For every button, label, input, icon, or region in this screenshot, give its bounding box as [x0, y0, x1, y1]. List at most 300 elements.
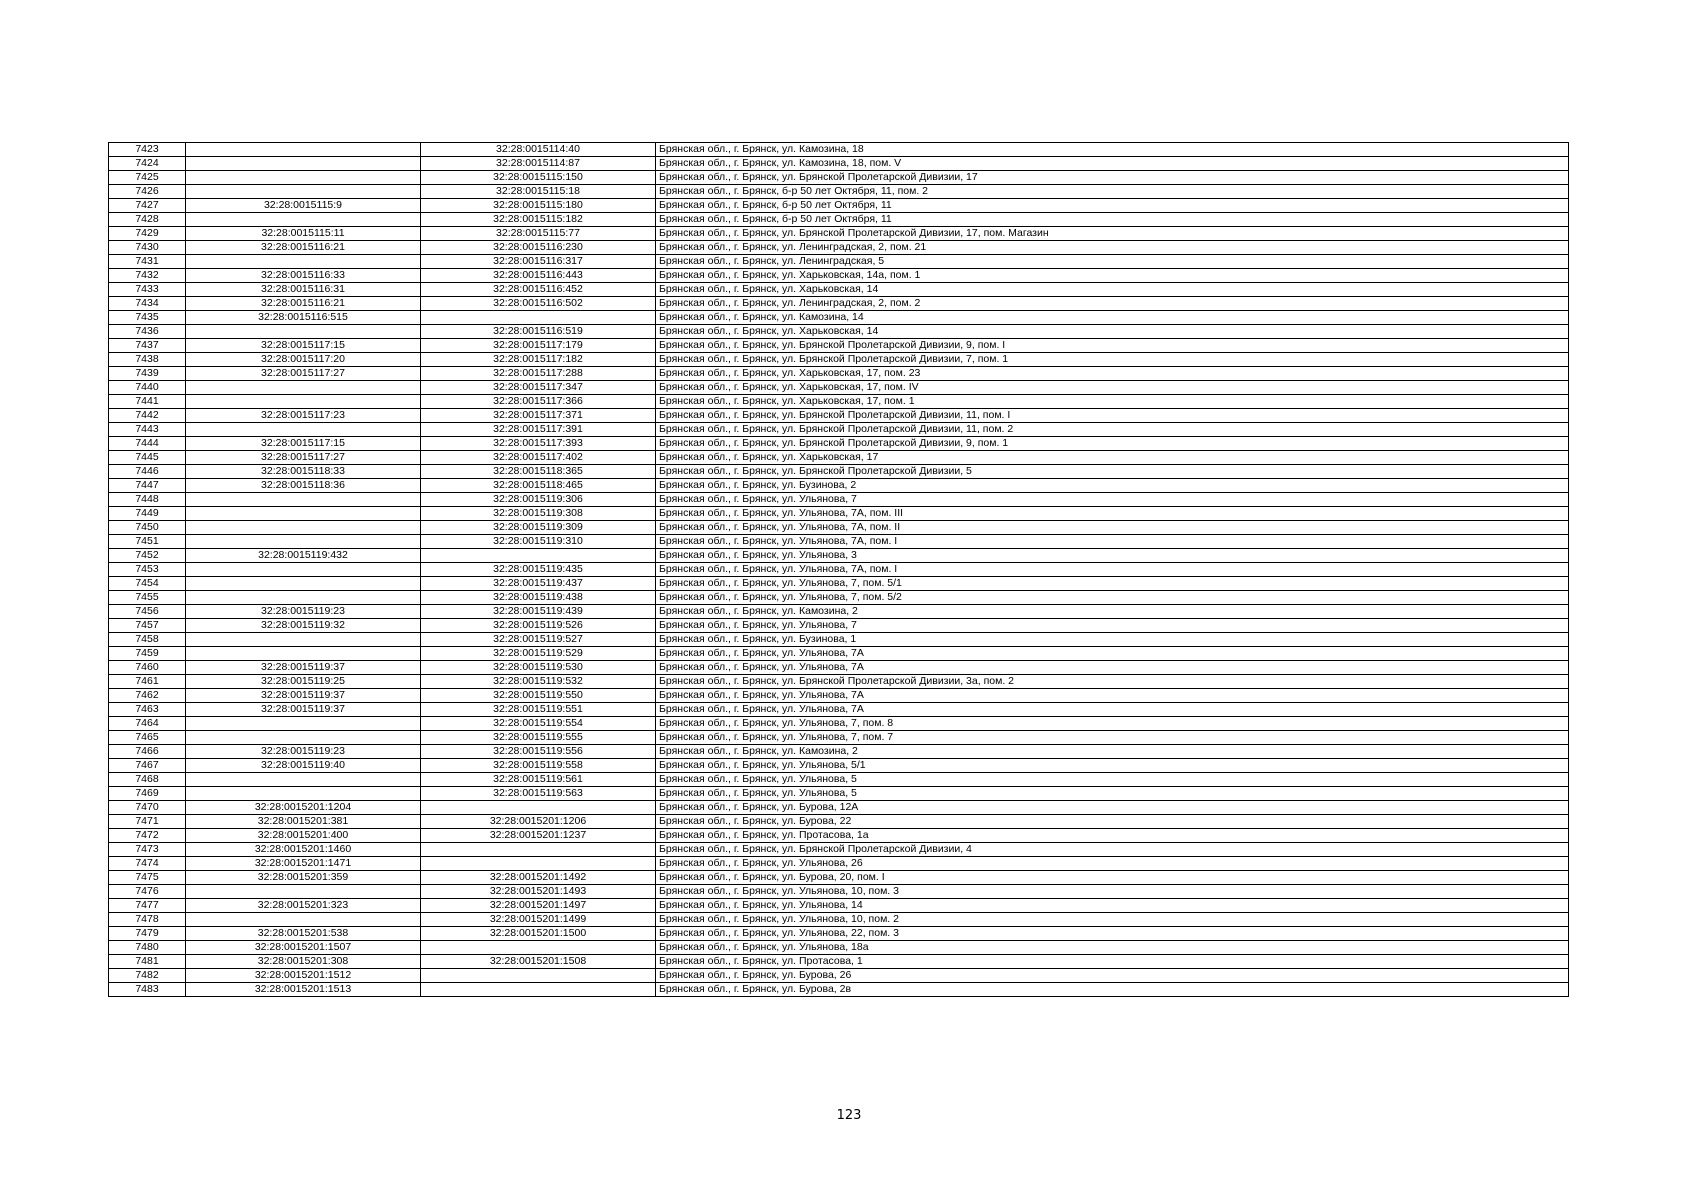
row-number-cell: 7471	[109, 815, 186, 829]
object-number-cell	[421, 801, 656, 815]
parcel-number-cell: 32:28:0015119:37	[186, 703, 421, 717]
object-number-cell: 32:28:0015119:529	[421, 647, 656, 661]
row-number-cell: 7455	[109, 591, 186, 605]
table-row	[109, 745, 1569, 759]
parcel-number-cell: 32:28:0015117:15	[186, 437, 421, 451]
object-number-cell: 32:28:0015119:435	[421, 563, 656, 577]
table-row	[109, 339, 1569, 353]
object-number-cell: 32:28:0015116:452	[421, 283, 656, 297]
table-row	[109, 437, 1569, 451]
row-number-cell: 7444	[109, 437, 186, 451]
row-number-cell: 7479	[109, 927, 186, 941]
row-number-cell: 7426	[109, 185, 186, 199]
row-number-cell: 7451	[109, 535, 186, 549]
table-row	[109, 283, 1569, 297]
object-number-cell: 32:28:0015119:556	[421, 745, 656, 759]
table-row	[109, 297, 1569, 311]
parcel-number-cell: 32:28:0015118:36	[186, 479, 421, 493]
table-row	[109, 577, 1569, 591]
row-number-cell: 7465	[109, 731, 186, 745]
parcel-number-cell	[186, 185, 421, 199]
address-cell: Брянская обл., г. Брянск, ул. Протасова, 1	[656, 955, 1569, 969]
address-cell: Брянская обл., г. Брянск, ул. Ульянова, 14	[656, 899, 1569, 913]
table-row	[109, 801, 1569, 815]
row-number-cell: 7473	[109, 843, 186, 857]
row-number-cell: 7437	[109, 339, 186, 353]
address-cell: Брянская обл., г. Брянск, ул. Ленинградская, 5	[656, 255, 1569, 269]
parcel-number-cell	[186, 633, 421, 647]
address-cell: Брянская обл., г. Брянск, ул. Харьковская, 17, пом. IV	[656, 381, 1569, 395]
row-number-cell: 7466	[109, 745, 186, 759]
row-number-cell: 7464	[109, 717, 186, 731]
row-number-cell: 7424	[109, 157, 186, 171]
address-cell: Брянская обл., г. Брянск, ул. Ульянова, 7А	[656, 703, 1569, 717]
parcel-number-cell: 32:28:0015201:1471	[186, 857, 421, 871]
table-row	[109, 353, 1569, 367]
object-number-cell: 32:28:0015119:438	[421, 591, 656, 605]
address-cell: Брянская обл., г. Брянск, ул. Харьковская, 17	[656, 451, 1569, 465]
table-row	[109, 955, 1569, 969]
row-number-cell: 7432	[109, 269, 186, 283]
object-number-cell: 32:28:0015117:391	[421, 423, 656, 437]
parcel-number-cell: 32:28:0015119:23	[186, 605, 421, 619]
table-row	[109, 171, 1569, 185]
address-cell: Брянская обл., г. Брянск, ул. Ульянова, 5/1	[656, 759, 1569, 773]
address-cell: Брянская обл., г. Брянск, ул. Ульянова, 7А, пом. II	[656, 521, 1569, 535]
table-row	[109, 451, 1569, 465]
object-number-cell: 32:28:0015118:365	[421, 465, 656, 479]
table-row	[109, 423, 1569, 437]
table-row	[109, 241, 1569, 255]
object-number-cell: 32:28:0015201:1499	[421, 913, 656, 927]
object-number-cell: 32:28:0015119:561	[421, 773, 656, 787]
row-number-cell: 7480	[109, 941, 186, 955]
address-cell: Брянская обл., г. Брянск, ул. Ульянова, 10, пом. 2	[656, 913, 1569, 927]
table-row	[109, 367, 1569, 381]
address-cell: Брянская обл., г. Брянск, ул. Бурова, 26	[656, 969, 1569, 983]
object-number-cell: 32:28:0015116:519	[421, 325, 656, 339]
address-cell: Брянская обл., г. Брянск, ул. Камозина, 18	[656, 143, 1569, 157]
parcel-number-cell: 32:28:0015117:27	[186, 367, 421, 381]
table-row	[109, 633, 1569, 647]
object-number-cell	[421, 549, 656, 563]
page-number: 123	[836, 1108, 862, 1123]
address-cell: Брянская обл., г. Брянск, ул. Бурова, 12А	[656, 801, 1569, 815]
address-cell: Брянская обл., г. Брянск, ул. Ульянова, 7, пом. 8	[656, 717, 1569, 731]
table-row	[109, 157, 1569, 171]
object-number-cell: 32:28:0015117:182	[421, 353, 656, 367]
address-cell: Брянская обл., г. Брянск, ул. Камозина, 2	[656, 605, 1569, 619]
address-cell: Брянская обл., г. Брянск, ул. Ульянова, 7	[656, 619, 1569, 633]
address-cell: Брянская обл., г. Брянск, ул. Ульянова, 7А	[656, 647, 1569, 661]
row-number-cell: 7457	[109, 619, 186, 633]
address-cell: Брянская обл., г. Брянск, ул. Ульянова, 5	[656, 787, 1569, 801]
table-row	[109, 675, 1569, 689]
table-row	[109, 689, 1569, 703]
table-row	[109, 941, 1569, 955]
row-number-cell: 7436	[109, 325, 186, 339]
row-number-cell: 7467	[109, 759, 186, 773]
object-number-cell: 32:28:0015201:1493	[421, 885, 656, 899]
object-number-cell: 32:28:0015119:308	[421, 507, 656, 521]
row-number-cell: 7446	[109, 465, 186, 479]
parcel-number-cell: 32:28:0015119:32	[186, 619, 421, 633]
address-cell: Брянская обл., г. Брянск, б-р 50 лет Октября, 11	[656, 213, 1569, 227]
table-row	[109, 815, 1569, 829]
table-row	[109, 213, 1569, 227]
object-number-cell: 32:28:0015117:288	[421, 367, 656, 381]
parcel-number-cell: 32:28:0015117:15	[186, 339, 421, 353]
object-number-cell	[421, 983, 656, 997]
row-number-cell: 7433	[109, 283, 186, 297]
parcel-number-cell: 32:28:0015201:323	[186, 899, 421, 913]
table-row	[109, 185, 1569, 199]
table-row	[109, 885, 1569, 899]
parcel-number-cell	[186, 773, 421, 787]
parcel-number-cell	[186, 157, 421, 171]
address-cell: Брянская обл., г. Брянск, ул. Камозина, 2	[656, 745, 1569, 759]
table-row	[109, 843, 1569, 857]
object-number-cell: 32:28:0015117:371	[421, 409, 656, 423]
table-row	[109, 661, 1569, 675]
object-number-cell: 32:28:0015116:502	[421, 297, 656, 311]
object-number-cell: 32:28:0015115:77	[421, 227, 656, 241]
address-cell: Брянская обл., г. Брянск, ул. Брянской Пролетарской Дивизии, 11, пом. I	[656, 409, 1569, 423]
table-row	[109, 549, 1569, 563]
address-cell: Брянская обл., г. Брянск, ул. Харьковская, 14	[656, 283, 1569, 297]
row-number-cell: 7448	[109, 493, 186, 507]
row-number-cell: 7468	[109, 773, 186, 787]
parcel-number-cell: 32:28:0015201:400	[186, 829, 421, 843]
object-number-cell	[421, 311, 656, 325]
parcel-number-cell	[186, 395, 421, 409]
parcel-number-cell: 32:28:0015201:1507	[186, 941, 421, 955]
row-number-cell: 7428	[109, 213, 186, 227]
object-number-cell: 32:28:0015119:310	[421, 535, 656, 549]
row-number-cell: 7447	[109, 479, 186, 493]
object-number-cell: 32:28:0015201:1500	[421, 927, 656, 941]
parcel-number-cell: 32:28:0015116:33	[186, 269, 421, 283]
address-cell: Брянская обл., г. Брянск, ул. Ульянова, 7, пом. 7	[656, 731, 1569, 745]
row-number-cell: 7450	[109, 521, 186, 535]
table-row	[109, 535, 1569, 549]
address-cell: Брянская обл., г. Брянск, ул. Бузинова, 1	[656, 633, 1569, 647]
table-row	[109, 969, 1569, 983]
row-number-cell: 7442	[109, 409, 186, 423]
object-number-cell: 32:28:0015119:439	[421, 605, 656, 619]
registry-table	[108, 142, 1569, 997]
row-number-cell: 7472	[109, 829, 186, 843]
table-row	[109, 759, 1569, 773]
address-cell: Брянская обл., г. Брянск, ул. Ульянова, 7А	[656, 689, 1569, 703]
parcel-number-cell: 32:28:0015201:1204	[186, 801, 421, 815]
parcel-number-cell: 32:28:0015119:37	[186, 689, 421, 703]
object-number-cell: 32:28:0015119:554	[421, 717, 656, 731]
object-number-cell: 32:28:0015119:563	[421, 787, 656, 801]
table-row	[109, 507, 1569, 521]
object-number-cell: 32:28:0015119:527	[421, 633, 656, 647]
parcel-number-cell: 32:28:0015201:1513	[186, 983, 421, 997]
address-cell: Брянская обл., г. Брянск, ул. Брянской Пролетарской Дивизии, 9, пом. I	[656, 339, 1569, 353]
address-cell: Брянская обл., г. Брянск, ул. Протасова, 1а	[656, 829, 1569, 843]
object-number-cell: 32:28:0015119:532	[421, 675, 656, 689]
table-row	[109, 829, 1569, 843]
object-number-cell: 32:28:0015114:87	[421, 157, 656, 171]
address-cell: Брянская обл., г. Брянск, ул. Харьковская, 17, пом. 1	[656, 395, 1569, 409]
parcel-number-cell: 32:28:0015117:23	[186, 409, 421, 423]
table-row	[109, 717, 1569, 731]
address-cell: Брянская обл., г. Брянск, ул. Бурова, 22	[656, 815, 1569, 829]
object-number-cell: 32:28:0015117:347	[421, 381, 656, 395]
object-number-cell: 32:28:0015201:1497	[421, 899, 656, 913]
row-number-cell: 7461	[109, 675, 186, 689]
parcel-number-cell: 32:28:0015119:432	[186, 549, 421, 563]
parcel-number-cell	[186, 507, 421, 521]
parcel-number-cell	[186, 255, 421, 269]
parcel-number-cell	[186, 213, 421, 227]
parcel-number-cell: 32:28:0015201:359	[186, 871, 421, 885]
table-row	[109, 703, 1569, 717]
object-number-cell: 32:28:0015119:551	[421, 703, 656, 717]
table-row	[109, 871, 1569, 885]
parcel-number-cell	[186, 717, 421, 731]
address-cell: Брянская обл., г. Брянск, ул. Ульянова, 7, пом. 5/1	[656, 577, 1569, 591]
table-row	[109, 773, 1569, 787]
object-number-cell: 32:28:0015117:402	[421, 451, 656, 465]
row-number-cell: 7459	[109, 647, 186, 661]
address-cell: Брянская обл., г. Брянск, ул. Брянской Пролетарской Дивизии, 17	[656, 171, 1569, 185]
address-cell: Брянская обл., г. Брянск, ул. Бузинова, 2	[656, 479, 1569, 493]
parcel-number-cell	[186, 563, 421, 577]
object-number-cell: 32:28:0015116:443	[421, 269, 656, 283]
row-number-cell: 7434	[109, 297, 186, 311]
parcel-number-cell: 32:28:0015118:33	[186, 465, 421, 479]
parcel-number-cell: 32:28:0015117:20	[186, 353, 421, 367]
object-number-cell: 32:28:0015119:555	[421, 731, 656, 745]
row-number-cell: 7427	[109, 199, 186, 213]
parcel-number-cell: 32:28:0015117:27	[186, 451, 421, 465]
object-number-cell: 32:28:0015119:530	[421, 661, 656, 675]
address-cell: Брянская обл., г. Брянск, ул. Камозина, 14	[656, 311, 1569, 325]
address-cell: Брянская обл., г. Брянск, ул. Брянской Пролетарской Дивизии, 17, пом. Магазин	[656, 227, 1569, 241]
row-number-cell: 7475	[109, 871, 186, 885]
address-cell: Брянская обл., г. Брянск, ул. Ленинградская, 2, пом. 2	[656, 297, 1569, 311]
address-cell: Брянская обл., г. Брянск, ул. Ульянова, 3	[656, 549, 1569, 563]
object-number-cell: 32:28:0015119:550	[421, 689, 656, 703]
parcel-number-cell	[186, 787, 421, 801]
object-number-cell: 32:28:0015117:393	[421, 437, 656, 451]
address-cell: Брянская обл., г. Брянск, ул. Ульянова, 10, пом. 3	[656, 885, 1569, 899]
parcel-number-cell: 32:28:0015116:31	[186, 283, 421, 297]
table-row	[109, 227, 1569, 241]
table-row	[109, 563, 1569, 577]
row-number-cell: 7441	[109, 395, 186, 409]
parcel-number-cell: 32:28:0015119:23	[186, 745, 421, 759]
object-number-cell: 32:28:0015201:1492	[421, 871, 656, 885]
object-number-cell: 32:28:0015114:40	[421, 143, 656, 157]
row-number-cell: 7452	[109, 549, 186, 563]
row-number-cell: 7476	[109, 885, 186, 899]
table-row	[109, 381, 1569, 395]
parcel-number-cell	[186, 647, 421, 661]
row-number-cell: 7470	[109, 801, 186, 815]
table-row	[109, 647, 1569, 661]
row-number-cell: 7439	[109, 367, 186, 381]
object-number-cell: 32:28:0015119:306	[421, 493, 656, 507]
object-number-cell: 32:28:0015117:366	[421, 395, 656, 409]
table-row	[109, 255, 1569, 269]
row-number-cell: 7453	[109, 563, 186, 577]
row-number-cell: 7443	[109, 423, 186, 437]
address-cell: Брянская обл., г. Брянск, б-р 50 лет Октября, 11	[656, 199, 1569, 213]
row-number-cell: 7474	[109, 857, 186, 871]
address-cell: Брянская обл., г. Брянск, ул. Ульянова, 7	[656, 493, 1569, 507]
parcel-number-cell: 32:28:0015116:515	[186, 311, 421, 325]
address-cell: Брянская обл., г. Брянск, ул. Камозина, 18, пом. V	[656, 157, 1569, 171]
address-cell: Брянская обл., г. Брянск, ул. Ульянова, 26	[656, 857, 1569, 871]
parcel-number-cell: 32:28:0015201:381	[186, 815, 421, 829]
row-number-cell: 7435	[109, 311, 186, 325]
object-number-cell: 32:28:0015115:18	[421, 185, 656, 199]
row-number-cell: 7463	[109, 703, 186, 717]
parcel-number-cell: 32:28:0015115:11	[186, 227, 421, 241]
object-number-cell	[421, 843, 656, 857]
address-cell: Брянская обл., г. Брянск, ул. Ульянова, 7А, пом. I	[656, 535, 1569, 549]
object-number-cell	[421, 969, 656, 983]
object-number-cell: 32:28:0015119:437	[421, 577, 656, 591]
row-number-cell: 7477	[109, 899, 186, 913]
table-row	[109, 927, 1569, 941]
address-cell: Брянская обл., г. Брянск, ул. Ульянова, 7А	[656, 661, 1569, 675]
parcel-number-cell: 32:28:0015116:21	[186, 297, 421, 311]
address-cell: Брянская обл., г. Брянск, ул. Брянской Пролетарской Дивизии, 4	[656, 843, 1569, 857]
row-number-cell: 7449	[109, 507, 186, 521]
table-row	[109, 395, 1569, 409]
parcel-number-cell	[186, 325, 421, 339]
object-number-cell	[421, 941, 656, 955]
object-number-cell: 32:28:0015119:309	[421, 521, 656, 535]
address-cell: Брянская обл., г. Брянск, ул. Ульянова, 22, пом. 3	[656, 927, 1569, 941]
row-number-cell: 7460	[109, 661, 186, 675]
table-row	[109, 731, 1569, 745]
address-cell: Брянская обл., г. Брянск, ул. Бурова, 20, пом. I	[656, 871, 1569, 885]
table-row	[109, 465, 1569, 479]
parcel-number-cell	[186, 381, 421, 395]
row-number-cell: 7429	[109, 227, 186, 241]
table-row	[109, 521, 1569, 535]
parcel-number-cell: 32:28:0015115:9	[186, 199, 421, 213]
address-cell: Брянская обл., г. Брянск, ул. Ульянова, 7А, пом. I	[656, 563, 1569, 577]
address-cell: Брянская обл., г. Брянск, ул. Ульянова, 7А, пом. III	[656, 507, 1569, 521]
table-row	[109, 857, 1569, 871]
row-number-cell: 7425	[109, 171, 186, 185]
address-cell: Брянская обл., г. Брянск, б-р 50 лет Октября, 11, пом. 2	[656, 185, 1569, 199]
parcel-number-cell	[186, 171, 421, 185]
registry-table-body	[109, 143, 1569, 997]
parcel-number-cell: 32:28:0015116:21	[186, 241, 421, 255]
table-row	[109, 479, 1569, 493]
parcel-number-cell	[186, 591, 421, 605]
row-number-cell: 7454	[109, 577, 186, 591]
table-row	[109, 325, 1569, 339]
address-cell: Брянская обл., г. Брянск, ул. Брянской Пролетарской Дивизии, 11, пом. 2	[656, 423, 1569, 437]
row-number-cell: 7445	[109, 451, 186, 465]
object-number-cell: 32:28:0015201:1237	[421, 829, 656, 843]
address-cell: Брянская обл., г. Брянск, ул. Брянской Пролетарской Дивизии, 9, пом. 1	[656, 437, 1569, 451]
table-row	[109, 591, 1569, 605]
address-cell: Брянская обл., г. Брянск, ул. Харьковская, 14	[656, 325, 1569, 339]
object-number-cell: 32:28:0015116:317	[421, 255, 656, 269]
object-number-cell: 32:28:0015201:1206	[421, 815, 656, 829]
table-row	[109, 199, 1569, 213]
address-cell: Брянская обл., г. Брянск, ул. Ленинградская, 2, пом. 21	[656, 241, 1569, 255]
table-row	[109, 269, 1569, 283]
row-number-cell: 7438	[109, 353, 186, 367]
table-row	[109, 913, 1569, 927]
row-number-cell: 7440	[109, 381, 186, 395]
address-cell: Брянская обл., г. Брянск, ул. Брянской Пролетарской Дивизии, 7, пом. 1	[656, 353, 1569, 367]
object-number-cell: 32:28:0015115:182	[421, 213, 656, 227]
address-cell: Брянская обл., г. Брянск, ул. Ульянова, 7, пом. 5/2	[656, 591, 1569, 605]
object-number-cell: 32:28:0015116:230	[421, 241, 656, 255]
object-number-cell: 32:28:0015119:526	[421, 619, 656, 633]
parcel-number-cell	[186, 577, 421, 591]
object-number-cell	[421, 857, 656, 871]
parcel-number-cell	[186, 521, 421, 535]
parcel-number-cell: 32:28:0015119:40	[186, 759, 421, 773]
address-cell: Брянская обл., г. Брянск, ул. Харьковская, 14а, пом. 1	[656, 269, 1569, 283]
parcel-number-cell	[186, 731, 421, 745]
parcel-number-cell	[186, 143, 421, 157]
object-number-cell: 32:28:0015119:558	[421, 759, 656, 773]
object-number-cell: 32:28:0015117:179	[421, 339, 656, 353]
parcel-number-cell: 32:28:0015201:1460	[186, 843, 421, 857]
row-number-cell: 7458	[109, 633, 186, 647]
row-number-cell: 7423	[109, 143, 186, 157]
address-cell: Брянская обл., г. Брянск, ул. Ульянова, 18а	[656, 941, 1569, 955]
row-number-cell: 7430	[109, 241, 186, 255]
address-cell: Брянская обл., г. Брянск, ул. Бурова, 2в	[656, 983, 1569, 997]
table-row	[109, 311, 1569, 325]
parcel-number-cell: 32:28:0015119:37	[186, 661, 421, 675]
address-cell: Брянская обл., г. Брянск, ул. Брянской Пролетарской Дивизии, 5	[656, 465, 1569, 479]
row-number-cell: 7481	[109, 955, 186, 969]
table-row	[109, 899, 1569, 913]
parcel-number-cell: 32:28:0015119:25	[186, 675, 421, 689]
table-row	[109, 619, 1569, 633]
address-cell: Брянская обл., г. Брянск, ул. Брянской Пролетарской Дивизии, 3а, пом. 2	[656, 675, 1569, 689]
address-cell: Брянская обл., г. Брянск, ул. Ульянова, 5	[656, 773, 1569, 787]
row-number-cell: 7483	[109, 983, 186, 997]
parcel-number-cell	[186, 423, 421, 437]
table-row	[109, 983, 1569, 997]
object-number-cell: 32:28:0015118:465	[421, 479, 656, 493]
parcel-number-cell	[186, 535, 421, 549]
parcel-number-cell	[186, 493, 421, 507]
table-row	[109, 787, 1569, 801]
table-row	[109, 605, 1569, 619]
object-number-cell: 32:28:0015115:150	[421, 171, 656, 185]
parcel-number-cell	[186, 885, 421, 899]
object-number-cell: 32:28:0015115:180	[421, 199, 656, 213]
row-number-cell: 7462	[109, 689, 186, 703]
parcel-number-cell: 32:28:0015201:308	[186, 955, 421, 969]
table-row	[109, 409, 1569, 423]
row-number-cell: 7478	[109, 913, 186, 927]
address-cell: Брянская обл., г. Брянск, ул. Харьковская, 17, пом. 23	[656, 367, 1569, 381]
row-number-cell: 7456	[109, 605, 186, 619]
row-number-cell: 7482	[109, 969, 186, 983]
